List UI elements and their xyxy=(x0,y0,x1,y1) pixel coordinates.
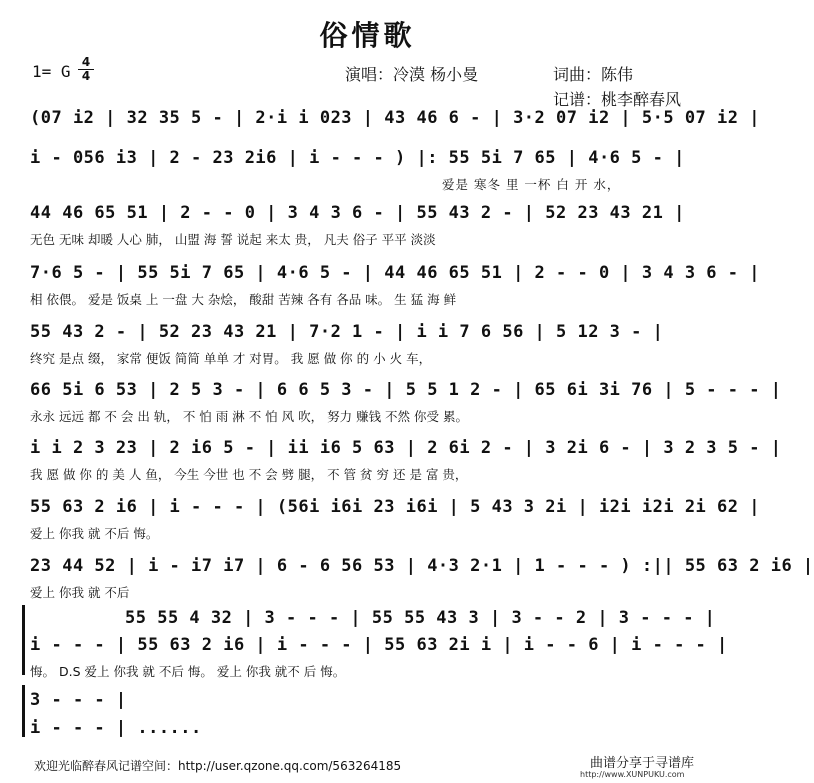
notation: 44 46 65 51 | 2 - - 0 | 3 4 3 6 - | 55 43 2 - | 52 23 43 21 | xyxy=(30,203,685,223)
song-title: 俗情歌 xyxy=(319,19,416,52)
lyrics: 我 愿 做 你 的 美 人 鱼， 今生 今世 也 不 会 劈 腿， 不 管 贫 穷 还 是 富 贵， xyxy=(30,467,468,482)
system-bracket-final xyxy=(22,685,25,737)
time-signature xyxy=(78,56,94,83)
time-bottom: 4 xyxy=(78,69,94,83)
lyrics: 爱上 你我 就 不后 xyxy=(30,585,130,600)
notation: 55 43 2 - | 52 23 43 21 | 7·2 1 - | i i 7 6 56 | 5 12 3 - | xyxy=(30,322,664,342)
lyrics: 终究 是点 缀， 家常 便饭 简简 单单 才 对胃。 我 愿 做 你 的 小 火 车， xyxy=(30,351,432,366)
footer-right-title: 曲谱分享于寻谱库 xyxy=(590,756,695,771)
notation: 3 - - - | xyxy=(30,690,127,710)
lyrics: 爱上 你我 就 不后 悔。 xyxy=(30,526,159,541)
lyrics: 悔。 D.S 爱上 你我 就 不后 悔。 爱上 你我 就不 后 悔。 xyxy=(30,664,346,679)
notation: 66 5i 6 53 | 2 5 3 - | 6 6 5 3 - | 5 5 1 2 - | 65 6i 3i 76 | 5 - - - | xyxy=(30,380,782,400)
lyrics: 永永 远远 都 不 会 出 轨， 不 怕 雨 淋 不 怕 风 吹， 努力 赚钱 不然 你受 累。 xyxy=(30,409,468,424)
lyrics: 无色 无味 却暖 人心 肺， 山盟 海 誓 说起 来太 贵， 凡夫 俗子 平平 淡淡 xyxy=(30,232,436,247)
lyrics: 爱是 寒冬 里 一杯 白 开 水， xyxy=(442,177,621,192)
notation: (07 i2 | 32 35 5 - | 2·i i 023 | 43 46 6 - | 3·2 07 i2 | 5·5 07 i2 | xyxy=(30,108,760,128)
footer-left-text: 欢迎光临醉春风记谱空间：http://user.qzone.qq.com/563264185 xyxy=(34,759,402,773)
system-bracket xyxy=(22,605,25,675)
composer-credit: 词曲：陈伟 xyxy=(553,65,634,84)
notation: 23 44 52 | i - i7 i7 | 6 - 6 56 53 | 4·3 2·1 | 1 - - - ) :|| 55 63 2 i6 | xyxy=(30,556,814,576)
notation: i - - - | ...... xyxy=(30,718,202,738)
key-signature: 1= G xyxy=(32,62,71,81)
lyrics: 相 依偎。 爱是 饭桌 上 一盘 大 杂烩， 酸甜 苦辣 各有 各品 味。 生 猛 海 鲜 xyxy=(30,292,457,307)
footer-right-url: http://www.XUNPUKU.com xyxy=(580,770,685,779)
notation: 55 55 4 32 | 3 - - - | 55 55 43 3 | 3 - - 2 | 3 - - - | xyxy=(125,608,716,628)
notation: i - - - | 55 63 2 i6 | i - - - | 55 63 2i i | i - - 6 | i - - - | xyxy=(30,635,728,655)
notation: 55 63 2 i6 | i - - - | (56i i6i 23 i6i | 5 43 3 2i | i2i i2i 2i 62 | xyxy=(30,497,760,517)
transcriber-credit: 记谱：桃李醉春风 xyxy=(553,90,682,109)
time-top: 4 xyxy=(81,55,91,69)
singers-credit: 演唱：冷漠 杨小曼 xyxy=(345,65,479,84)
notation: 7·6 5 - | 55 5i 7 65 | 4·6 5 - | 44 46 65 51 | 2 - - 0 | 3 4 3 6 - | xyxy=(30,263,760,283)
notation: i - 056 i3 | 2 - 23 2i6 | i - - - ) |: 55 5i 7 65 | 4·6 5 - | xyxy=(30,148,685,168)
notation: i i 2 3 23 | 2 i6 5 - | ii i6 5 63 | 2 6i 2 - | 3 2i 6 - | 3 2 3 5 - | xyxy=(30,438,782,458)
